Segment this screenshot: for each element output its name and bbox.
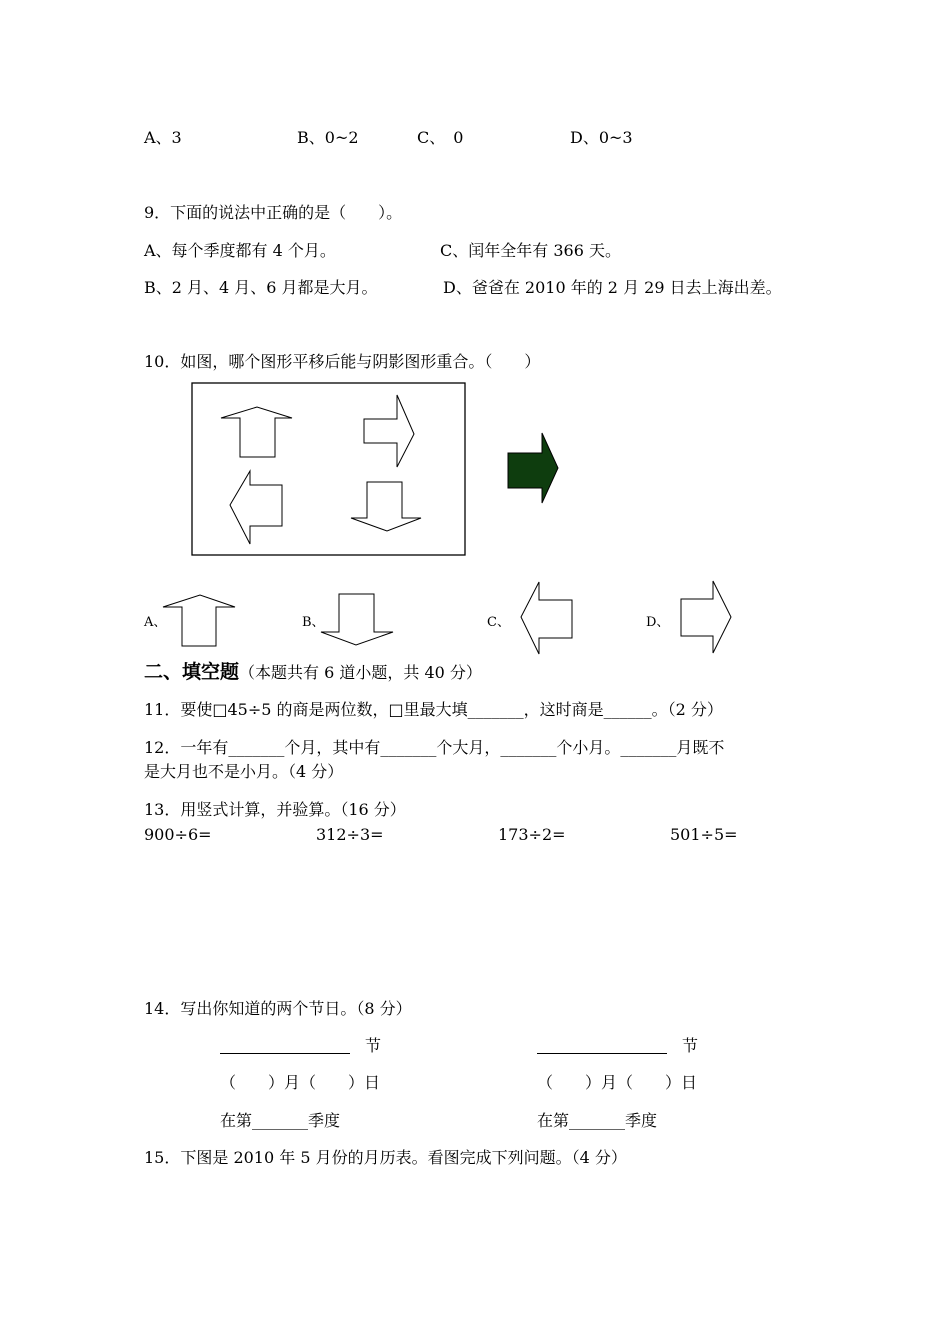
holiday-season: 在第_______季度	[220, 1111, 341, 1130]
q8-option-c: C、 0	[417, 128, 464, 147]
left-arrow-shape	[521, 582, 572, 654]
q9-option-a: A、每个季度都有 4 个月。	[144, 241, 336, 260]
holiday-date: （ ）月（ ）日	[537, 1073, 698, 1092]
q13-problem: 173÷2=	[498, 825, 566, 844]
q13-problem: 900÷6=	[144, 825, 212, 844]
figure-frame	[192, 383, 465, 555]
down-arrow-shape	[351, 482, 421, 531]
q10-option-b-label: B、	[302, 615, 325, 630]
holiday-name-blank	[537, 1053, 667, 1054]
q9-option-b: B、2 月、4 月、6 月都是大月。	[144, 278, 378, 297]
q10-option-c-arrow	[516, 578, 580, 658]
q14-stem: 14．写出你知道的两个节日。（8 分）	[144, 999, 412, 1018]
q11-text: 11．要使□45÷5 的商是两位数，□里最大填_______，这时商是______。（2 分）	[144, 700, 723, 719]
jie-label: 节	[682, 1036, 699, 1055]
jie-label: 节	[365, 1036, 382, 1055]
left-arrow-shape	[230, 471, 282, 544]
q8-option-d: D、0~3	[570, 128, 633, 147]
holiday-date: （ ）月（ ）日	[220, 1073, 381, 1092]
up-arrow-shape	[163, 595, 235, 646]
holiday-name-blank	[220, 1053, 350, 1054]
q9-option-c: C、闰年全年有 366 天。	[440, 241, 621, 260]
q10-option-b-arrow	[318, 590, 398, 650]
q12-line2: 是大月也不是小月。（4 分）	[144, 762, 344, 781]
up-arrow-shape	[221, 407, 292, 457]
q13-problem: 501÷5=	[670, 825, 738, 844]
q10-option-a-label: A、	[144, 615, 167, 630]
section-2-subtitle: （本题共有 6 道小题，共 40 分）	[239, 663, 482, 682]
shaded-arrow	[508, 433, 558, 503]
right-arrow-shape	[364, 395, 414, 467]
q13-stem: 13．用竖式计算，并验算。（16 分）	[144, 800, 406, 819]
holiday-season: 在第_______季度	[537, 1111, 658, 1130]
down-arrow-shape	[321, 594, 393, 645]
q10-option-d-arrow	[675, 577, 737, 657]
section-2-heading	[144, 660, 482, 685]
q8-option-a: A、3	[144, 128, 182, 147]
q10-option-d-label: D、	[646, 615, 670, 630]
q15-text: 15．下图是 2010 年 5 月份的月历表。看图完成下列问题。（4 分）	[144, 1148, 627, 1167]
q10-stem: 10．如图，哪个图形平移后能与阴影图形重合。（ ）	[144, 352, 541, 371]
right-arrow-shape	[681, 581, 731, 653]
q10-option-a-arrow	[160, 592, 240, 650]
q13-problem: 312÷3=	[316, 825, 384, 844]
q9-option-d: D、爸爸在 2010 年的 2 月 29 日去上海出差。	[443, 278, 782, 297]
q10-option-c-label: C、	[487, 615, 510, 630]
q12-line1: 12．一年有_______个月，其中有_______个大月，_______个小月。_______月既不	[144, 738, 725, 757]
q9-stem: 9．下面的说法中正确的是（ ）。	[144, 203, 403, 222]
q10-figure	[185, 375, 575, 565]
q8-option-b: B、0~2	[297, 128, 359, 147]
section-2-title: 二、填空题	[144, 661, 240, 683]
